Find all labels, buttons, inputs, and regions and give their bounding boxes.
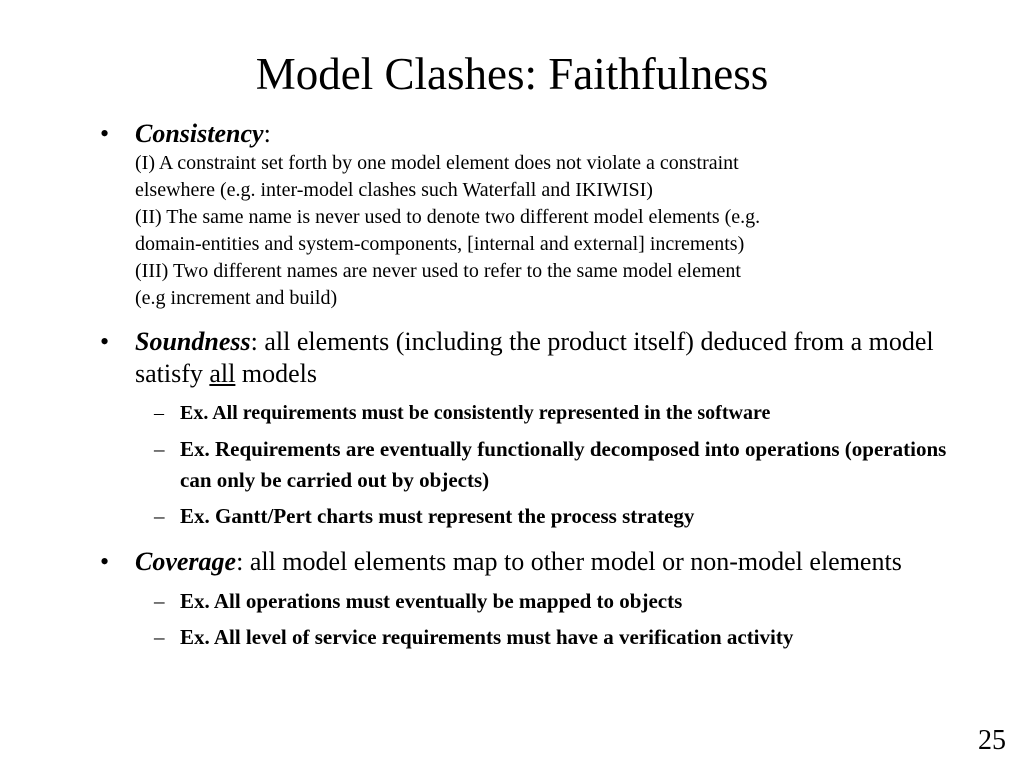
dash-marker: – [154, 504, 165, 528]
soundness-example [135, 398, 950, 429]
bullet-coverage [100, 546, 950, 653]
bullet-consistency [100, 118, 950, 312]
page-number: 25 [978, 725, 1006, 756]
soundness-example [135, 434, 950, 496]
soundness-text-after: models [235, 359, 317, 388]
soundness-examples [135, 398, 950, 532]
term-consistency: Consistency [135, 119, 264, 148]
dash-marker: – [154, 625, 165, 649]
soundness-example-text: Ex. All requirements must be consistently represented in the software [180, 402, 771, 424]
bullet-coverage-text [135, 546, 950, 578]
term-soundness: Soundness [135, 327, 251, 356]
coverage-text: : all model elements map to other model or non-model elements [236, 547, 902, 576]
soundness-example-text: Ex. Requirements are eventually functionally decomposed into operations (operations can only be carried out by objects) [180, 437, 947, 492]
consistency-definition [135, 150, 950, 312]
soundness-example [135, 501, 950, 532]
consistency-line: (III) Two different names are never used to refer to the same model element [135, 260, 741, 282]
term-coverage: Coverage [135, 547, 237, 576]
dash-marker: – [154, 589, 165, 613]
bullet-marker: • [100, 327, 110, 356]
dash-marker: – [154, 402, 164, 424]
coverage-example-text: Ex. All operations must eventually be mapped to objects [180, 589, 683, 613]
dash-marker: – [154, 437, 165, 461]
coverage-example [135, 622, 950, 653]
soundness-text-before: : all elements (including the product itself) deduced from a model satisfy [135, 327, 934, 388]
soundness-example-text: Ex. Gantt/Pert charts must represent the process strategy [180, 504, 695, 528]
bullet-marker: • [100, 119, 110, 148]
bullet-marker: • [100, 547, 110, 576]
bullet-soundness-text [135, 326, 950, 390]
consistency-line: (II) The same name is never used to denote two different model elements (e.g. [135, 206, 761, 228]
coverage-example-text: Ex. All level of service requirements must have a verification activity [180, 625, 794, 649]
consistency-line: elsewhere (e.g. inter-model clashes such Waterfall and IKIWISI) [135, 179, 653, 201]
slide-title: Model Clashes: Faithfulness [255, 49, 769, 99]
consistency-line: (I) A constraint set forth by one model element does not violate a constraint [135, 152, 739, 174]
term-colon: : [263, 119, 271, 148]
consistency-line: (e.g increment and build) [135, 287, 338, 309]
bullet-consistency-heading [135, 118, 950, 150]
slide-content [100, 118, 950, 653]
consistency-line: domain-entities and system-components, [internal and external] increments) [135, 233, 745, 255]
bullet-soundness [100, 326, 950, 532]
coverage-example [135, 586, 950, 617]
soundness-underlined-word: all [209, 359, 236, 388]
coverage-examples [135, 586, 950, 653]
